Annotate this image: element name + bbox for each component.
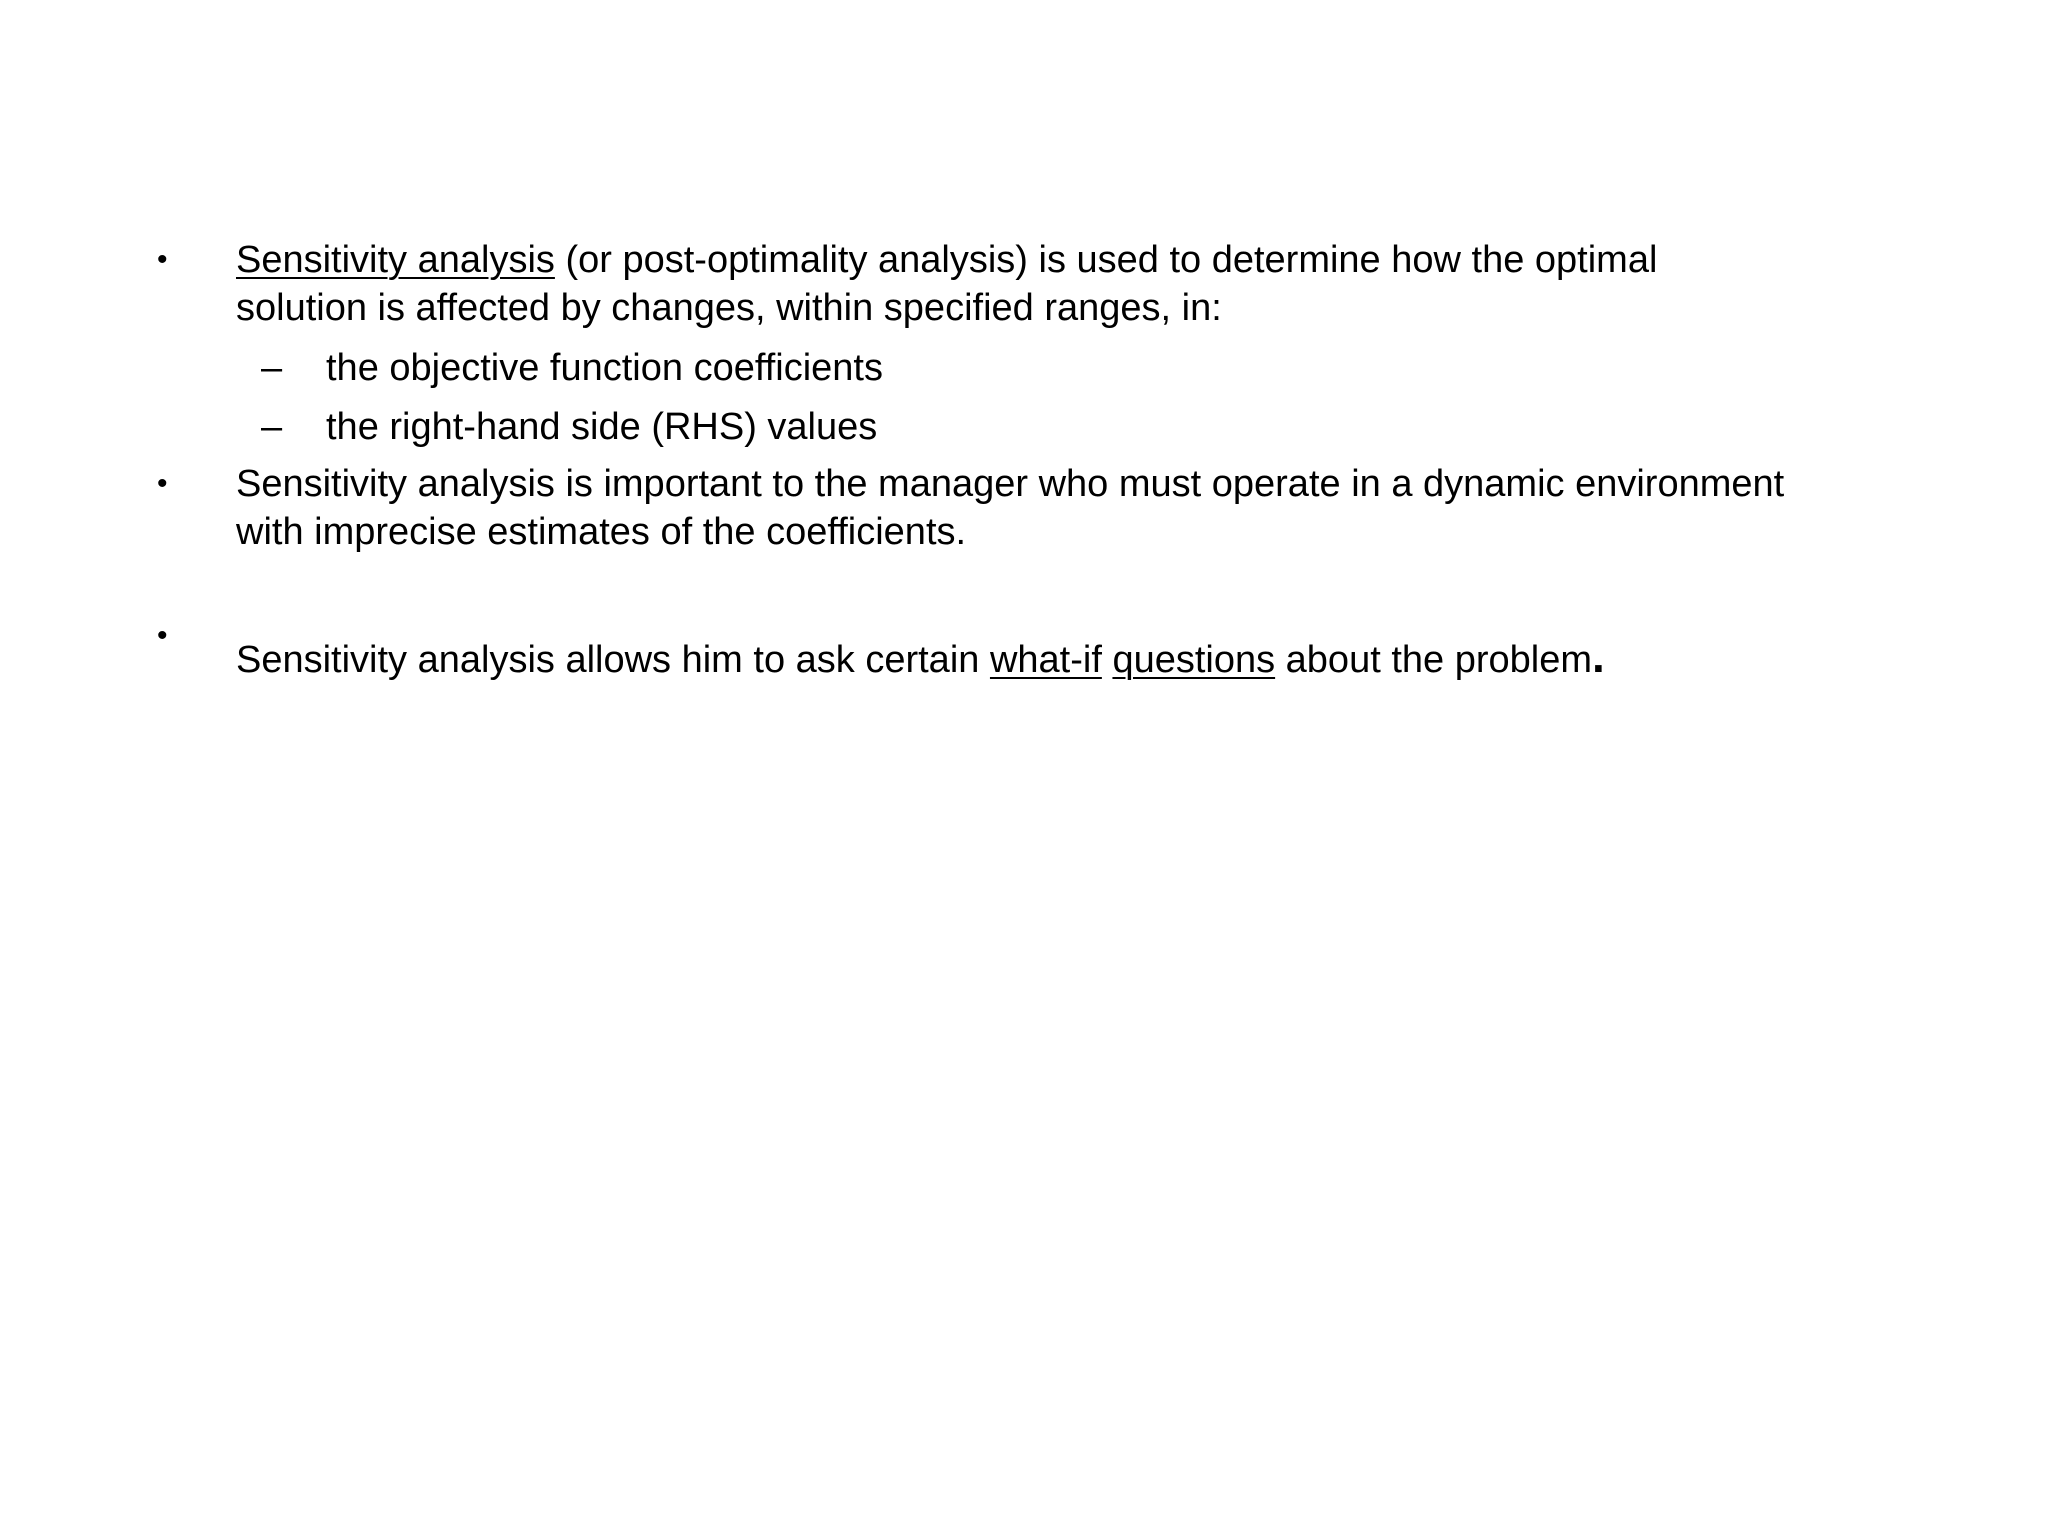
bullet-text-before: Sensitivity analysis allows him to ask certain [236, 639, 990, 681]
term-what-if: what-if [989, 639, 1102, 681]
bullet-marker: • [157, 467, 168, 500]
term-space [1102, 639, 1113, 681]
bullet-marker: • [157, 619, 168, 652]
term-questions: questions [1112, 639, 1276, 681]
term-sensitivity-analysis: Sensitivity analysis [236, 239, 555, 281]
bullet-marker: • [157, 243, 168, 276]
sub-item-text: the right-hand side (RHS) values [326, 406, 878, 448]
bullet-text-after: about the problem [1275, 639, 1592, 681]
bullet-text [236, 632, 1796, 684]
bullet-text-rest: (or post-optimality analysis) is used to determine how the optimal solution is affected by changes, within specified ranges, in: [236, 239, 1658, 329]
dash-marker: – [261, 406, 283, 448]
dash-marker: – [261, 347, 283, 389]
sub-item-text: the objective function coefficients [326, 347, 883, 389]
bullet-end-period: . [1592, 630, 1605, 682]
bullet-text [236, 236, 1796, 332]
bullet-text: Sensitivity analysis is important to the manager who must operate in a dynamic environment with imprecise estimates of the coefficients. [236, 463, 1785, 553]
